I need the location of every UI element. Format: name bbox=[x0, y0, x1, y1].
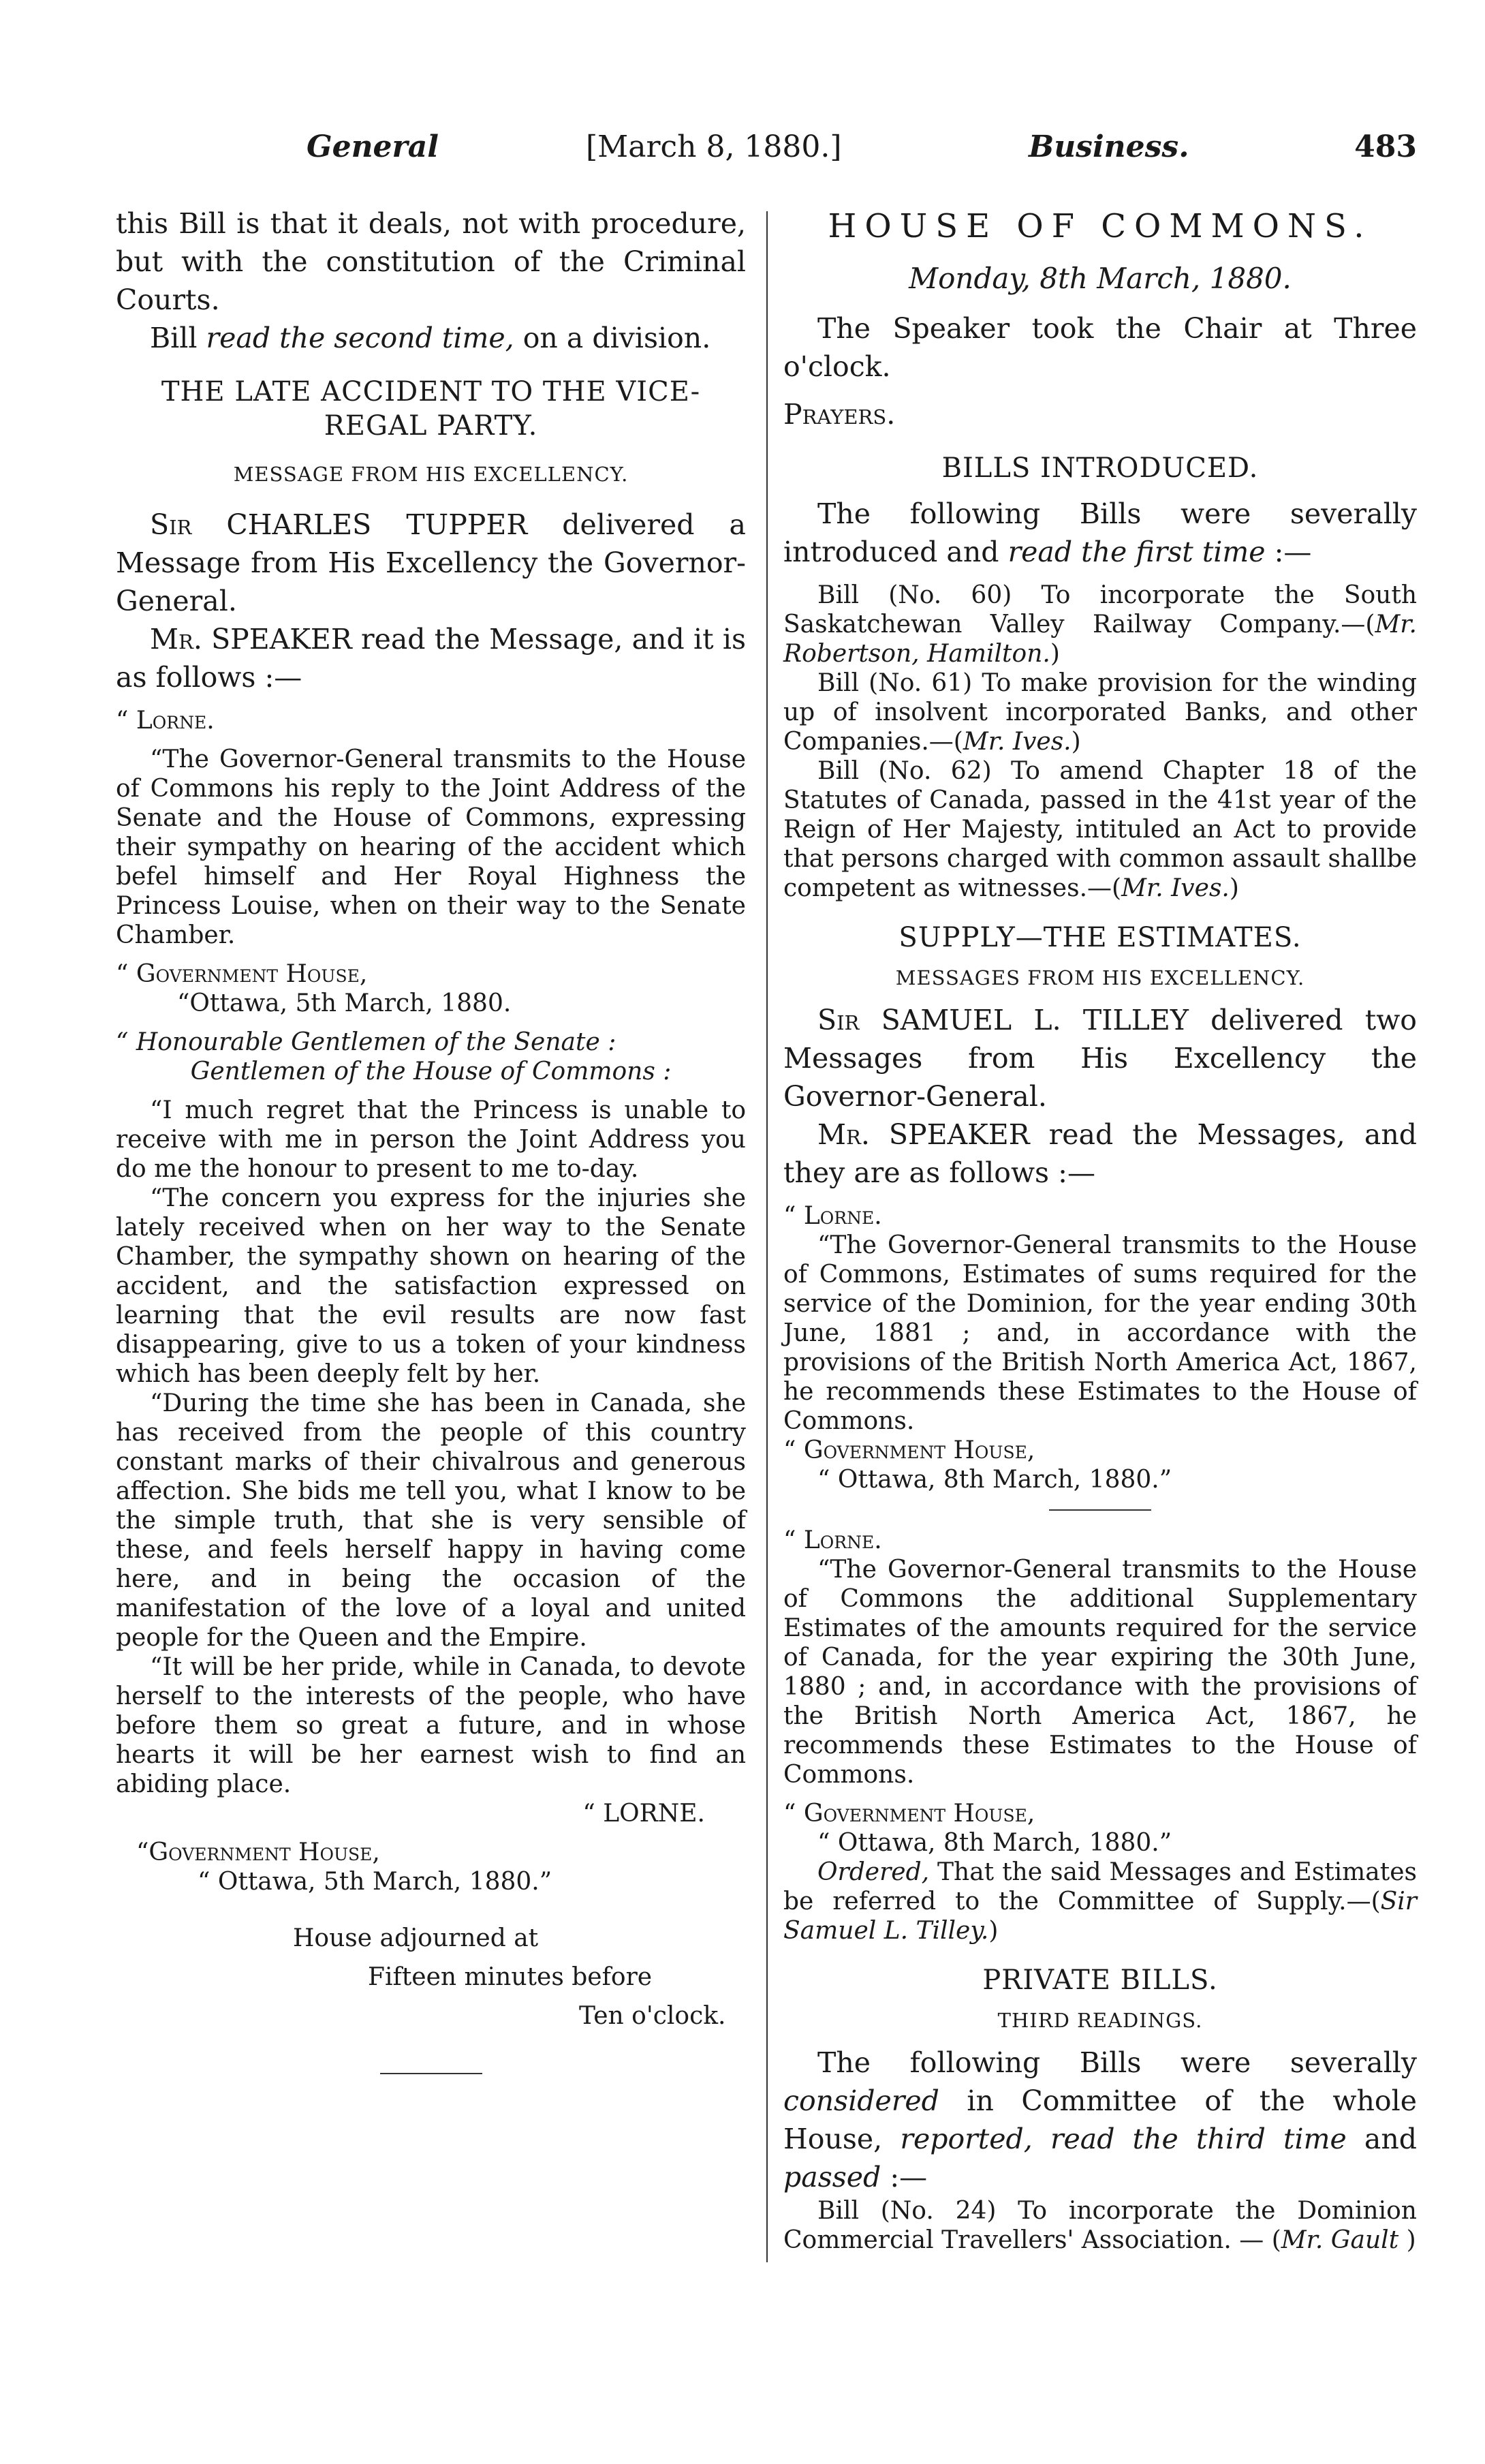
subheading-messages: MESSAGES FROM HIS EXCELLENCY. bbox=[895, 966, 1305, 989]
bill-24: Bill (No. 24) To incorporate the Dominion Commercial Travellers' Association. — (Mr. Gault ) bbox=[783, 2197, 1417, 2254]
ordered-paragraph: Ordered, That the said Messages and Estimates be referred to the Committee of Supply.—(Sir Samuel L. Tilley.) bbox=[783, 1858, 1417, 1945]
speaker-paragraph bbox=[783, 1115, 1417, 1192]
bill-sponsor: Mr. Ives. bbox=[1121, 874, 1230, 902]
emphasis: read the second time, bbox=[206, 322, 514, 354]
bill-text: Bill (No. 24) To incorporate the Dominion Commercial Travellers' Association. — ( bbox=[783, 2197, 1417, 2254]
text-run: delivered two Messages from His Excellency the Governor-General. bbox=[783, 1004, 1417, 1113]
bill-text: Bill (No. 61) To make provision for the winding up of insolvent incorporated Banks, and other Companies.—( bbox=[783, 669, 1417, 756]
emphasis: Ordered, bbox=[817, 1858, 930, 1886]
text-run: read the Message, and it is as follows :— bbox=[116, 623, 746, 694]
left-paragraph-2 bbox=[116, 319, 746, 357]
ottawa-date-line: “ Ottawa, 5th March, 1880.” bbox=[198, 1868, 552, 1896]
adjourned-line-1: House adjourned at bbox=[293, 1924, 539, 1952]
left-paragraph-1: this Bill is that it deals, not with procedure, but with the constitution of the Criminal Courts. bbox=[116, 207, 746, 316]
ottawa-date-line: “ Ottawa, 8th March, 1880.” bbox=[817, 1829, 1172, 1857]
bills-intro bbox=[783, 495, 1417, 571]
bill-sponsor: Sir Samuel L. Tilley. bbox=[783, 1888, 1417, 1945]
speaker-chair: The Speaker took the Chair at Three o'clock. bbox=[783, 312, 1417, 383]
ottawa-date-line: “Ottawa, 5th March, 1880. bbox=[177, 989, 512, 1017]
end-rule bbox=[380, 2073, 482, 2074]
bill-61: Bill (No. 61) To make provision for the winding up of insolvent incorporated Banks, and other Companies.—(Mr. Ives.) bbox=[783, 669, 1417, 756]
bill-60: Bill (No. 60) To incorporate the South Saskatchewan Valley Railway Company.—(Mr. Robertson, Hamilton.) bbox=[783, 581, 1417, 668]
tilley-paragraph bbox=[783, 1001, 1417, 1115]
letter-paragraph-4: “It will be her pride, while in Canada, to devote herself to the interests of the people, who have before them so great a future, and in whose hearts it will be her earnest wish to find an abiding place. bbox=[116, 1653, 746, 1798]
page-number: 483 bbox=[1354, 129, 1417, 164]
lorne-line: “ Lorne. bbox=[783, 1526, 882, 1554]
bill-text: Bill (No. 60) To incorporate the South Saskatchewan Valley Railway Company.—( bbox=[783, 581, 1417, 638]
third-readings-intro bbox=[783, 2044, 1417, 2196]
section-heading-private-bills: PRIVATE BILLS. bbox=[982, 1965, 1218, 1996]
subheading-third-readings: THIRD READINGS. bbox=[997, 2009, 1203, 2032]
text-run: :— bbox=[1265, 536, 1312, 568]
address-commons: Gentlemen of the House of Commons : bbox=[190, 1058, 672, 1085]
separator-rule bbox=[1049, 1509, 1151, 1511]
bill-sponsor: Mr. Robertson, Hamilton. bbox=[783, 611, 1417, 668]
emphasis: read the first time bbox=[1007, 536, 1266, 568]
lorne-signature: “ LORNE. bbox=[582, 1800, 705, 1828]
prayers: Prayers. bbox=[783, 398, 896, 431]
section-heading-bills: BILLS INTRODUCED. bbox=[941, 452, 1259, 484]
section-heading-supply: SUPPLY—THE ESTIMATES. bbox=[898, 922, 1302, 953]
text-run: in Committee of the whole House, bbox=[783, 2084, 1417, 2155]
message-supplementary: “The Governor-General transmits to the House of Commons the additional Supplementary Estimates of the amounts required for the service of Canada, for the year expiring the 30th June, 1880 ; and, in accordance with the provisions of the British North America Act, 1867, he recommends these Estimates to the House of Commons. bbox=[783, 1556, 1417, 1789]
address-senate: “ Honourable Gentlemen of the Senate : bbox=[116, 1028, 616, 1056]
letter-paragraph-2: “The concern you express for the injuries she lately received when on her way to the Senate Chamber, the sympathy shown on hearing of the accident, and the satisfaction expressed on learning that the evil results are now fast disappearing, give to us a token of your kindness which has been deeply felt by her. bbox=[116, 1184, 746, 1388]
text-run: on a division. bbox=[514, 322, 711, 354]
house-title: HOUSE OF COMMONS. bbox=[828, 207, 1373, 245]
right-column bbox=[783, 204, 1417, 2255]
government-house-line: “Government House, bbox=[136, 1838, 380, 1866]
bill-62: Bill (No. 62) To amend Chapter 18 of the Statutes of Canada, passed in the 41st year of the Reign of Her Majesty, intituled an Act to provide that persons charged with common assault shallbe competent as witnesses.—(Mr. Ives.) bbox=[783, 757, 1417, 902]
message-estimates: “The Governor-General transmits to the House of Commons, Estimates of sums required for the service of the Dominion, for the year ending 30th June, 1881 ; and, in accordance with the provisions of the British North America Act, 1867, he recommends these Estimates to the House of Commons. bbox=[783, 1231, 1417, 1435]
emphasis: reported, read the third time bbox=[900, 2123, 1347, 2155]
message-text: “The Governor-General transmits to the House of Commons his reply to the Joint Address of the Senate and the House of Commons, expressing their sympathy on hearing of the accident which befel himself and Her Royal Highness the Princess Louise, when on their way to the Senate Chamber. bbox=[116, 745, 746, 949]
emphasis: considered bbox=[783, 2084, 939, 2117]
text-run: :— bbox=[881, 2161, 928, 2193]
speaker-name: Mr. SPEAKER bbox=[150, 623, 352, 656]
text-run: Bill bbox=[150, 322, 206, 354]
left-column bbox=[116, 204, 746, 2089]
text-run: The following Bills were severally introduced and bbox=[783, 497, 1417, 568]
speaker-name: Sir SAMUEL L. TILLEY bbox=[817, 1004, 1189, 1036]
header-date: [March 8, 1880.] bbox=[586, 129, 842, 164]
text-run: The following Bills were severally bbox=[817, 2046, 1417, 2079]
subheading-message: MESSAGE FROM HIS EXCELLENCY. bbox=[233, 463, 629, 486]
page-header bbox=[123, 129, 1417, 184]
adjourned-line-2: Fifteen minutes before bbox=[368, 1963, 653, 1991]
tupper-paragraph bbox=[116, 506, 746, 620]
government-house-line: “ Government House, bbox=[783, 1800, 1035, 1828]
adjourned-line-3: Ten o'clock. bbox=[579, 2002, 726, 2030]
ottawa-date-line: “ Ottawa, 8th March, 1880.” bbox=[817, 1466, 1172, 1494]
government-house-line: “ Government House, bbox=[116, 960, 368, 988]
letter-paragraph-3: “During the time she has been in Canada, she has received from the people of this country constant marks of their chivalrous and generous affection. She bids me tell you, what I know to be the simple truth, that she is very sensible of these, and feels herself happy in having come here, and in being the occasion of the manifestation of the love of a loyal and united people for the Queen and the Empire. bbox=[116, 1389, 746, 1652]
speaker-paragraph bbox=[116, 620, 746, 696]
lorne-line: “ Lorne. bbox=[783, 1202, 882, 1230]
text-run: and bbox=[1346, 2123, 1418, 2155]
lorne-line: “ Lorne. bbox=[116, 707, 215, 735]
bill-sponsor: Mr. Ives. bbox=[963, 728, 1072, 756]
section-heading-accident: THE LATE ACCIDENT TO THE VICE-REGAL PARTY. bbox=[161, 376, 701, 442]
text-run: delivered a Message from His Excellency the Governor-General. bbox=[116, 508, 747, 617]
text-run: read the Messages, and they are as follows :— bbox=[783, 1118, 1417, 1189]
letter-paragraph-1: “I much regret that the Princess is unable to receive with me in person the Joint Address you do me the honour to present to me to-day. bbox=[116, 1096, 746, 1183]
header-right: Business. bbox=[1029, 129, 1189, 164]
speaker-name: Mr. SPEAKER bbox=[817, 1118, 1030, 1151]
sitting-date: Monday, 8th March, 1880. bbox=[909, 262, 1292, 295]
text-run: That the said Messages and Estimates be referred to the Committee of Supply.—( bbox=[783, 1858, 1417, 1915]
bill-text: Bill (No. 62) To amend Chapter 18 of the Statutes of Canada, passed in the 41st year of the Reign of Her Majesty, intituled an Act to provide that persons charged with common assault shallbe competent as witnesses.—( bbox=[783, 757, 1417, 902]
bill-sponsor: Mr. Gault bbox=[1281, 2226, 1399, 2254]
header-left: General bbox=[307, 129, 439, 164]
emphasis: passed bbox=[783, 2161, 881, 2193]
column-divider bbox=[766, 211, 768, 2262]
government-house-line: “ Government House, bbox=[783, 1436, 1035, 1464]
speaker-name: Sir CHARLES TUPPER bbox=[150, 508, 528, 541]
